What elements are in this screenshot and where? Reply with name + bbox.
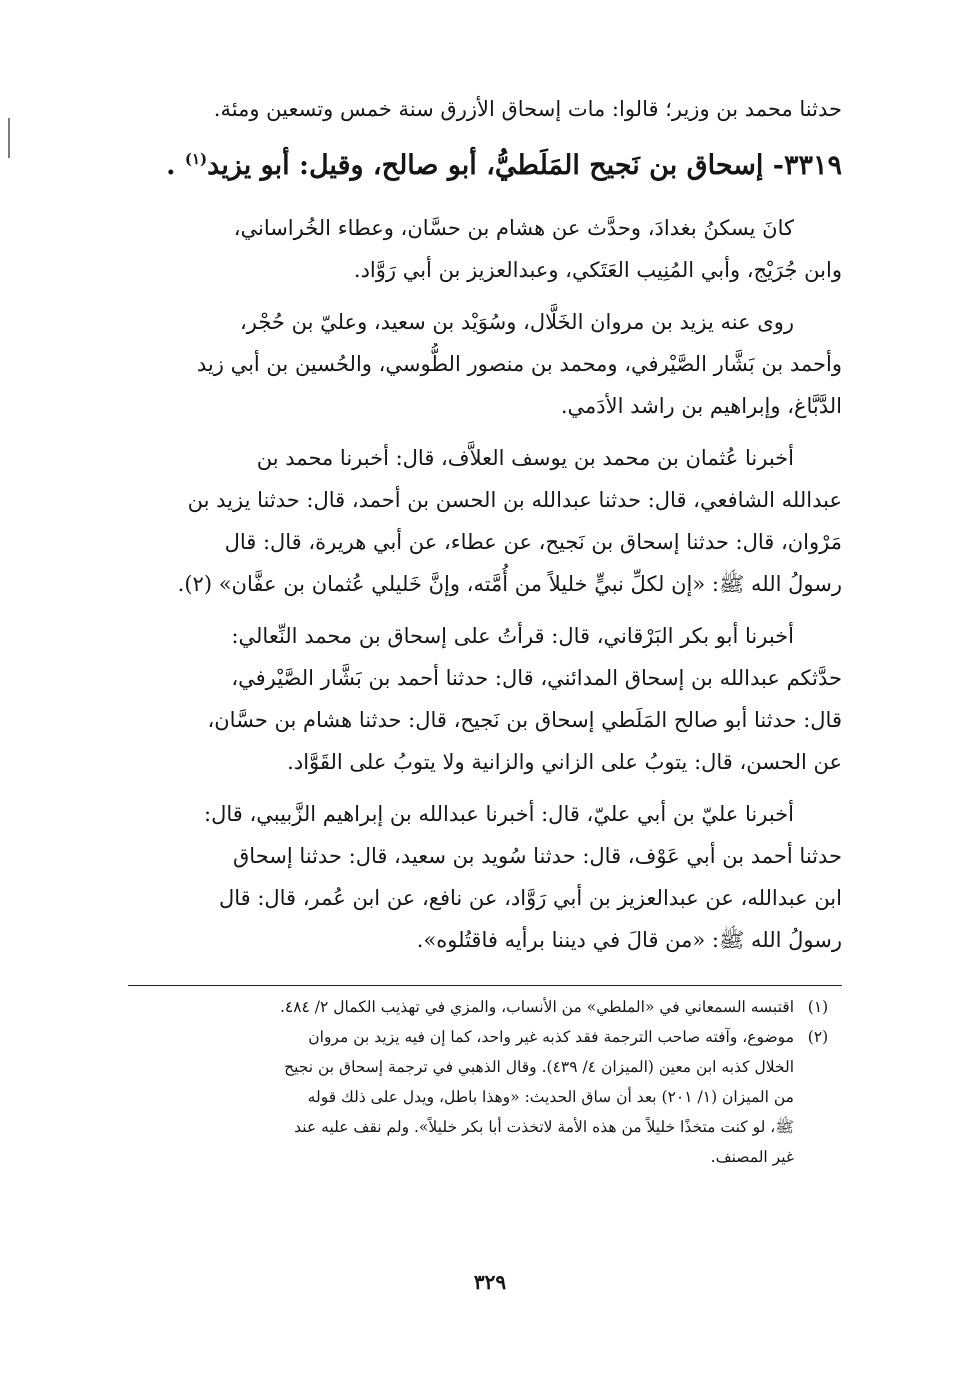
entry-title: ٣٣١٩- إسحاق بن نَجيح المَلَطيُّ، أبو صالح، وقيل: أبو يزيد$^{(١)}$ . <box>166 150 842 181</box>
footnote-text: موضوع، وآفته صاحب الترجمة فقد كذبه غير واحد، كما إن فيه يزيد بن مروان <box>308 1028 794 1046</box>
footnotes <box>128 992 842 1172</box>
footnote-line <box>128 1022 842 1052</box>
footnote-text: اقتبسه السمعاني في «الملطي» من الأنساب، والمزي في تهذيب الكمال ٢/ ٤٨٤. <box>279 998 794 1016</box>
entry-title-text: ٣٣١٩- إسحاق بن نَجيح المَلَطيُّ، أبو صالح، وقيل: أبو يزيد <box>207 150 842 181</box>
header-line: حدثنا محمد بن وزير؛ قالوا: مات إسحاق الأزرق سنة خمس وتسعين ومئة. <box>213 97 842 121</box>
footnote-number: (١) <box>807 998 829 1016</box>
text-line: عبدالله الشافعي، قال: حدثنا عبدالله بن الحسن بن أحمد، قال: حدثنا يزيد بن <box>187 488 842 512</box>
text-line: أخبرنا عُثمان بن محمد بن يوسف العلاَّف، قال: أخبرنا محمد بن <box>256 446 794 470</box>
paragraph-hadith-2 <box>128 615 842 783</box>
text-line: حدَّثكم عبدالله بن إسحاق المدائني، قال: حدثنا أحمد بن بَشَّار الصَّيْرفي، <box>231 666 842 690</box>
page-number: ٣٢٩ <box>473 1270 507 1294</box>
page-body <box>128 88 842 961</box>
footnote-line <box>128 992 842 1022</box>
footnote-1 <box>128 992 842 1022</box>
text-line: رسولُ الله ﷺ: «من قالَ في ديننا برأيه فاقتُلوه». <box>416 928 842 952</box>
text-line: أخبرنا أبو بكر البَرْقاني، قال: قرأتُ على إسحاق بن محمد النِّعالي: <box>231 624 794 648</box>
text-line: قال: حدثنا أبو صالح المَلَطي إسحاق بن نَجيح، قال: حدثنا هشام بن حسَّان، <box>207 708 842 732</box>
footnote-2 <box>128 1022 842 1172</box>
footnote-line: الخلال كذبه ابن معين (الميزان ٤/ ٤٣٩). وقال الذهبي في ترجمة إسحاق بن نجيح <box>284 1058 794 1076</box>
text-line: وابن جُرَيْج، وأبي المُنِيب العَتَكي، وعبدالعزيز بن أبي رَوَّاد. <box>353 258 842 282</box>
text-line: الدَّبَّاغ، وإبراهيم بن راشد الأدَمي. <box>560 394 842 418</box>
text-line: ابن عبدالله، عن عبدالعزيز بن أبي رَوَّاد، عن نافع، عن ابن عُمر، قال: قال <box>218 886 842 910</box>
footnote-number: (٢) <box>807 1028 829 1046</box>
paragraph-bio <box>128 207 842 291</box>
footnote-line: ﷺ، لو كنت متخذًا خليلاً من هذه الأمة لاتخذت أبا بكر خليلاً». ولم نقف عليه عند <box>294 1118 794 1136</box>
text-line: مَرْوان، قال: حدثنا إسحاق بن نَجيح، عن عطاء، عن أبي هريرة، قال: قال <box>224 530 842 554</box>
text-line: رسولُ الله ﷺ: «إن لكلِّ نبيٍّ خليلاً من أُمَّته، وإنَّ خَليلي عُثمان بن عفَّان» (٢). <box>177 572 842 596</box>
paragraph-narrators <box>128 301 842 427</box>
text-line: كانَ يسكنُ بغدادَ، وحدَّث عن هشام بن حسَّان، وعطاء الخُراساني، <box>233 216 794 240</box>
footnote-line: غير المصنف. <box>710 1148 794 1166</box>
paragraph-hadith-1 <box>128 437 842 605</box>
text-line: حدثنا أحمد بن أبي عَوْف، قال: حدثنا سُويد بن سعيد، قال: حدثنا إسحاق <box>233 844 842 868</box>
text-line: أخبرنا عليّ بن أبي عليّ، قال: أخبرنا عبدالله بن إبراهيم الزَّبيبي، قال: <box>204 802 794 826</box>
text-line: وأحمد بن بَشَّار الصَّيْرفي، ومحمد بن منصور الطُّوسي، والحُسين بن أبي زيد <box>196 352 842 376</box>
text-line: عن الحسن، قال: يتوبُ على الزاني والزانية ولا يتوبُ على القَوَّاد. <box>287 750 842 774</box>
scan-edge-mark <box>8 118 10 158</box>
footnote-ref: (١) <box>184 150 208 168</box>
paragraph-hadith-3 <box>128 793 842 961</box>
text-line: روى عنه يزيد بن مروان الخَلَّال، وسُوَيْد بن سعيد، وعليّ بن حُجْر، <box>240 310 794 334</box>
footnote-line: من الميزان (١/ ٢٠١) بعد أن ساق الحديث: «وهذا باطل، ويدل على ذلك قوله <box>307 1088 794 1106</box>
footnote-divider <box>128 985 842 986</box>
